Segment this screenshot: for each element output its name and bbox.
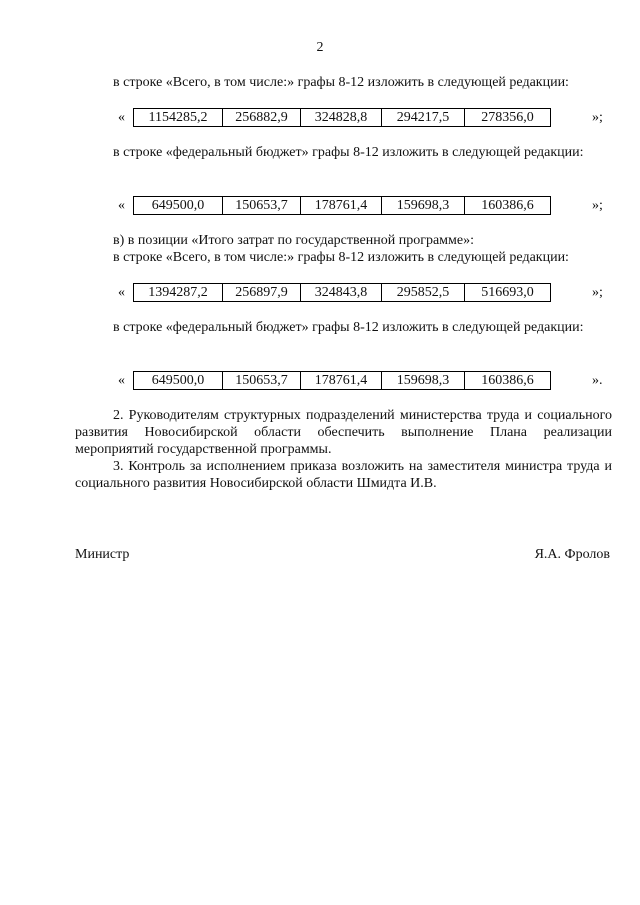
quote-close-4: ». [592,373,603,388]
paragraph-3b: в строке «Всего, в том числе:» графы 8-12 изложить в следующей редакции: [113,250,569,265]
quote-open-2: « [118,198,125,213]
values-table-2 [133,196,551,215]
table-cell: 256882,9 [223,109,301,127]
table-cell: 178761,4 [301,372,382,390]
table-cell: 278356,0 [465,109,551,127]
table-cell: 159698,3 [382,372,465,390]
paragraph-4: в строке «федеральный бюджет» графы 8-12 изложить в следующей редакции: [113,320,584,335]
table-cell: 150653,7 [223,372,301,390]
table-cell: 324828,8 [301,109,382,127]
table-cell: 256897,9 [223,284,301,302]
signer-title: Министр [75,547,130,562]
table-cell: 295852,5 [382,284,465,302]
table-cell: 294217,5 [382,109,465,127]
table-cell: 649500,0 [134,197,223,215]
values-table-1 [133,108,551,127]
paragraph-3a: в) в позиции «Итого затрат по государственной программе»: [113,233,474,248]
paragraph-1: в строке «Всего, в том числе:» графы 8-12 изложить в следующей редакции: [113,75,569,90]
table-cell: 1154285,2 [134,109,223,127]
table-cell: 1394287,2 [134,284,223,302]
table-row [134,109,551,127]
quote-open-1: « [118,110,125,125]
table-row [134,284,551,302]
quote-open-4: « [118,373,125,388]
paragraph-2: в строке «федеральный бюджет» графы 8-12 изложить в следующей редакции: [113,145,584,160]
table-row [134,372,551,390]
table-cell: 649500,0 [134,372,223,390]
values-table-3 [133,283,551,302]
quote-open-3: « [118,285,125,300]
quote-close-2: »; [592,198,603,213]
item-2: 2. Руководителям структурных подразделений министерства труда и социального развития Новосибирской области обеспечить выполнение Плана реализации мероприятий государственной программы. [75,408,612,457]
values-table-4 [133,371,551,390]
page-number: 2 [316,40,324,55]
item-3: 3. Контроль за исполнением приказа возложить на заместителя министра труда и социального развития Новосибирской области Шмидта И.В. [75,459,612,491]
table-cell: 178761,4 [301,197,382,215]
table-cell: 150653,7 [223,197,301,215]
table-cell: 160386,6 [465,197,551,215]
signer-name: Я.А. Фролов [534,547,610,562]
table-row [134,197,551,215]
quote-close-3: »; [592,285,603,300]
table-cell: 159698,3 [382,197,465,215]
table-cell: 516693,0 [465,284,551,302]
quote-close-1: »; [592,110,603,125]
table-cell: 324843,8 [301,284,382,302]
table-cell: 160386,6 [465,372,551,390]
